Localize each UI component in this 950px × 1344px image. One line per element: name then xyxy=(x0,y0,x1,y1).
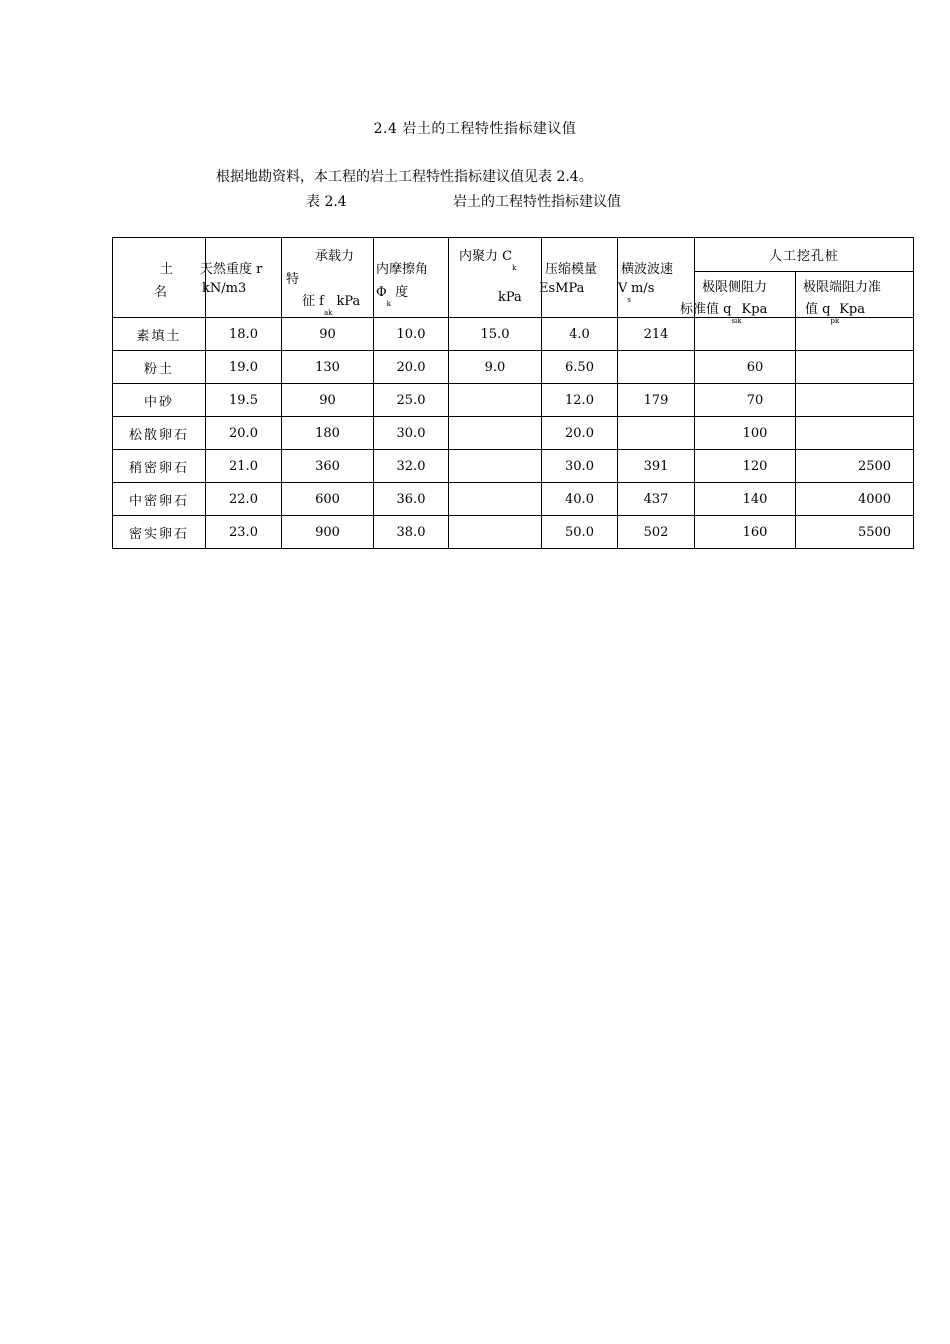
table-caption-text: 岩土的工程特性指标建议值 xyxy=(453,194,621,210)
unit-weight-cell: 22.0 xyxy=(206,483,282,516)
shear-wave-cell: 179 xyxy=(618,384,695,417)
cohesion-cell xyxy=(449,516,542,549)
end-resistance-cell: 2500 xyxy=(796,450,914,483)
header-soil-name: 土 名 xyxy=(113,238,206,318)
end-resistance-cell xyxy=(796,417,914,450)
table-row xyxy=(113,351,914,384)
header-compression-modulus: 压缩模量 EsMPa xyxy=(542,238,618,318)
shear-wave-cell: 437 xyxy=(618,483,695,516)
unit-weight-cell: 18.0 xyxy=(206,318,282,351)
end-resistance-cell: 5500 xyxy=(796,516,914,549)
modulus-cell: 20.0 xyxy=(542,417,618,450)
soil-name-cell: 密实卵石 xyxy=(113,516,206,549)
friction-angle-cell: 20.0 xyxy=(374,351,449,384)
table-row xyxy=(113,384,914,417)
bearing-capacity-cell: 130 xyxy=(282,351,374,384)
end-resistance-cell xyxy=(796,384,914,417)
modulus-cell: 4.0 xyxy=(542,318,618,351)
unit-weight-cell: 20.0 xyxy=(206,417,282,450)
modulus-cell: 6.50 xyxy=(542,351,618,384)
unit-weight-cell: 21.0 xyxy=(206,450,282,483)
soil-name-cell: 素填土 xyxy=(113,318,206,351)
header-cohesion: 内聚力 $C_k$ kPa xyxy=(449,238,542,318)
friction-angle-cell: 38.0 xyxy=(374,516,449,549)
cohesion-cell xyxy=(449,450,542,483)
shear-wave-cell: 502 xyxy=(618,516,695,549)
header-pile-group: 人工挖孔桩 xyxy=(695,238,914,272)
bearing-capacity-cell: 180 xyxy=(282,417,374,450)
modulus-cell: 30.0 xyxy=(542,450,618,483)
bearing-capacity-cell: 360 xyxy=(282,450,374,483)
soil-name-cell: 中密卵石 xyxy=(113,483,206,516)
table-row xyxy=(113,516,914,549)
section-title: 2.4 岩土的工程特性指标建议值 xyxy=(373,121,577,137)
friction-angle-cell: 10.0 xyxy=(374,318,449,351)
soil-name-cell: 稍密卵石 xyxy=(113,450,206,483)
cohesion-cell: 9.0 xyxy=(449,351,542,384)
bearing-capacity-cell: 600 xyxy=(282,483,374,516)
soil-name-cell: 中砂 xyxy=(113,384,206,417)
side-resistance-cell: 100 xyxy=(695,417,796,450)
modulus-cell: 12.0 xyxy=(542,384,618,417)
unit-weight-cell: 19.0 xyxy=(206,351,282,384)
friction-angle-cell: 25.0 xyxy=(374,384,449,417)
modulus-cell: 50.0 xyxy=(542,516,618,549)
header-shear-wave-velocity: 横波波速 $V_sm/s$ xyxy=(618,238,695,318)
unit-weight-cell: 19.5 xyxy=(206,384,282,417)
header-friction-angle: 内摩擦角 $\Phi_k$ 度 xyxy=(374,238,449,318)
cohesion-cell xyxy=(449,417,542,450)
soil-properties-table xyxy=(112,237,914,549)
unit-weight-cell: 23.0 xyxy=(206,516,282,549)
friction-angle-cell: 32.0 xyxy=(374,450,449,483)
end-resistance-cell: 4000 xyxy=(796,483,914,516)
header-side-resistance: 极限侧阻力 标准值 $q_{sik}Kpa$ xyxy=(695,272,796,318)
header-end-resistance: 极限端阻力准 值 $q_{pk}Kpa$ xyxy=(796,272,914,318)
bearing-capacity-cell: 900 xyxy=(282,516,374,549)
soil-name-cell: 粉土 xyxy=(113,351,206,384)
cohesion-cell xyxy=(449,483,542,516)
table-row xyxy=(113,483,914,516)
cohesion-cell xyxy=(449,384,542,417)
soil-name-cell: 松散卵石 xyxy=(113,417,206,450)
intro-paragraph: 根据地勘资料，本工程的岩土工程特性指标建议值见表 2.4。 xyxy=(216,169,593,185)
shear-wave-cell xyxy=(618,417,695,450)
header-bearing-capacity: 承载力 特 征 $f_{ak}$ kPa xyxy=(282,238,374,318)
table-row xyxy=(113,450,914,483)
side-resistance-cell: 160 xyxy=(695,516,796,549)
table-caption-number: 表 2.4 xyxy=(306,194,347,210)
header-unit-weight: 天然重度 r kN/m3 xyxy=(206,238,282,318)
side-resistance-cell: 120 xyxy=(695,450,796,483)
shear-wave-cell: 214 xyxy=(618,318,695,351)
bearing-capacity-cell: 90 xyxy=(282,318,374,351)
side-resistance-cell: 60 xyxy=(695,351,796,384)
table-row xyxy=(113,417,914,450)
side-resistance-cell: 70 xyxy=(695,384,796,417)
shear-wave-cell xyxy=(618,351,695,384)
friction-angle-cell: 30.0 xyxy=(374,417,449,450)
modulus-cell: 40.0 xyxy=(542,483,618,516)
end-resistance-cell xyxy=(796,351,914,384)
table-row xyxy=(113,318,914,351)
cohesion-cell: 15.0 xyxy=(449,318,542,351)
bearing-capacity-cell: 90 xyxy=(282,384,374,417)
friction-angle-cell: 36.0 xyxy=(374,483,449,516)
shear-wave-cell: 391 xyxy=(618,450,695,483)
side-resistance-cell: 140 xyxy=(695,483,796,516)
